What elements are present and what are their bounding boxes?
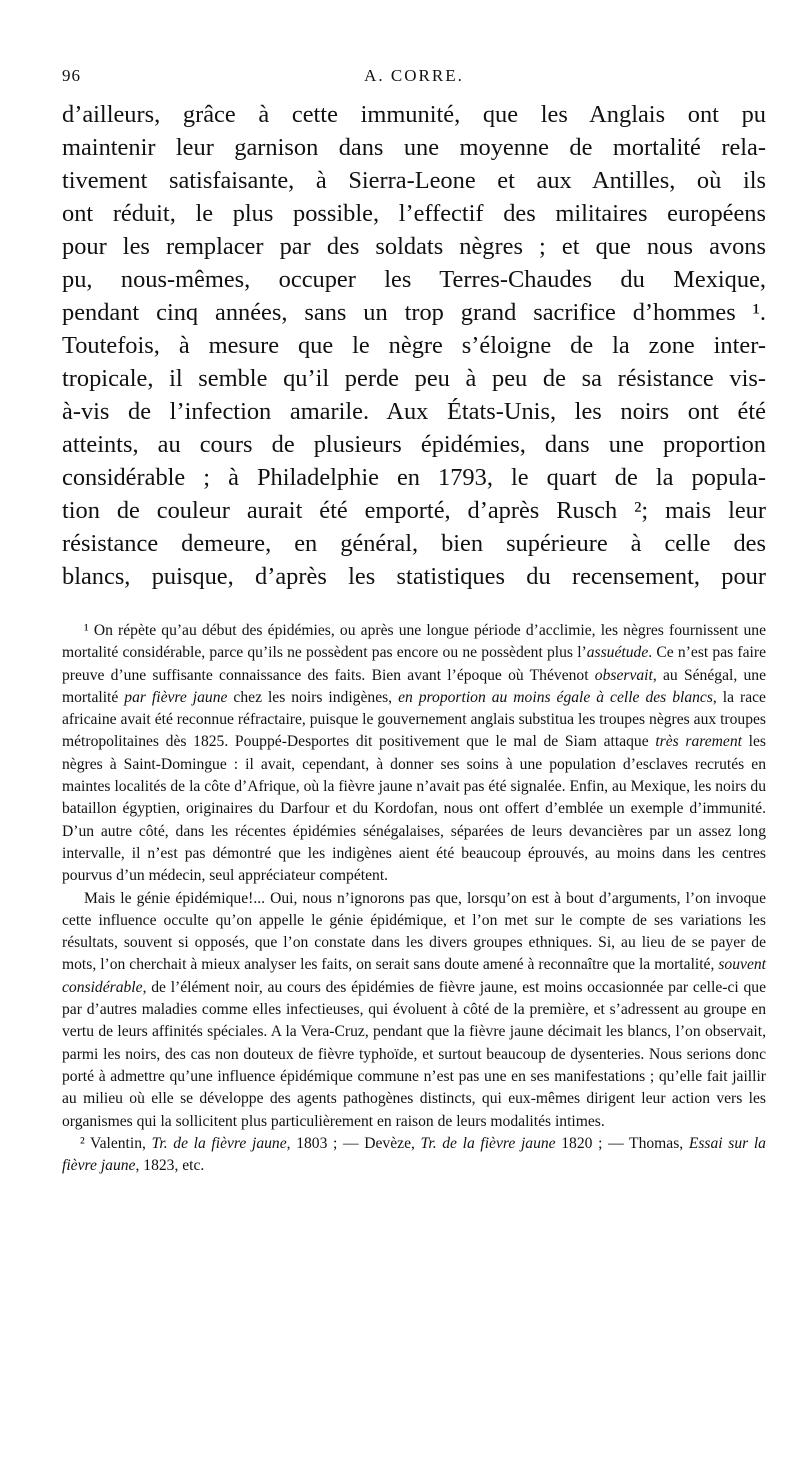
footnote-text: On répète qu’au début des épidémies, ou après une longue période d’acclimie, les nègres fournissent une mortalité considérable, parce qu’ils ne possèdent pas encore ou ne possèdent plus l’ xyxy=(62,622,766,662)
footnote-text: Mais le génie épidémique!... Oui, nous n’ignorons pas que, lorsqu’on est à bout d’arguments, l’on invoque cette influence occulte qu’on appelle le génie épidémique, et l’on met sur le compte de ses variations les résultats, souvent si opposés, que l’on constate dans les divers groupes ethniques. Si, au lieu de se payer de mots, l’on cherchait à mieux analyser les faits, on serait sans doute amené à reconnaître que la mortalité, xyxy=(62,889,766,974)
footnote-text: Valentin, xyxy=(84,1134,152,1152)
body-line: Toutefois, à mesure que le nègre s’éloigne de la zone inter- xyxy=(62,332,766,359)
footnote-marker: ² xyxy=(80,1134,85,1152)
footnote-text: , de l’élément noir, au cours des épidémies de fièvre jaune, est moins occasionnée par celle-ci que par d’autres maladies comme elles infectieuses, qui évoluent à côté de la première, et s’adressent au groupe en vertu de leurs affinités spéciales. A la Vera-Cruz, pendant que la fièvre jaune décimait les blancs, l’on observait, parmi les noirs, des cas non douteux de fièvre typhoïde, et surtout beaucoup de dysenteries. Nous serions donc porté à admettre qu’une influence épidémique commune n’est pas une en ses manifestations ; qu’elle fait jaillir au milieu où elle se développe des agents pathogènes distincts, qui eux-mêmes dirigent leur action vers les organismes qui la sollicitent plus particulièrement en raison de leurs modalités intimes. xyxy=(62,978,766,1130)
footnote-italic: en proportion au moins égale à celle des blancs xyxy=(398,688,713,706)
body-line: pendant cinq années, sans un trop grand sacrifice d’hommes ¹. xyxy=(62,299,766,326)
footnote-italic: par fièvre jaune xyxy=(124,688,228,706)
footnote-text: . Ce n’est pas faire preuve d’une suffisante connaissance des faits. Bien avant l’époque où Thévenot xyxy=(62,644,766,684)
footnotes xyxy=(62,620,766,1177)
footnote-italic: très rarement xyxy=(655,733,742,751)
body-line: blancs, puisque, d’après les statistiques du recensement, pour xyxy=(62,563,766,590)
body-line: pu, nous-mêmes, occuper les Terres-Chaudes du Mexique, xyxy=(62,266,766,293)
page-number: 96 xyxy=(62,66,81,85)
footnote-marker: ¹ xyxy=(84,622,89,639)
body-line: d’ailleurs, grâce à cette immunité, que les Anglais ont pu xyxy=(62,101,766,128)
footnote-italic: Tr. de la fièvre jaune xyxy=(420,1134,556,1152)
body-line: pour les remplacer par des soldats nègres ; et que nous avons xyxy=(62,233,766,260)
footnote-text: , la race africaine avait été reconnue réfractaire, puisque le gouvernement anglais substitua les troupes nègres aux troupes métropolitaines dès 1825. Pouppé-Desportes dit positivement que le mal de Siam attaque xyxy=(62,688,766,751)
body-line: à-vis de l’infection amarile. Aux États-Unis, les noirs ont été xyxy=(62,398,766,425)
body-line: tivement satisfaisante, à Sierra-Leone et aux Antilles, où ils xyxy=(62,167,766,194)
footnote-1 xyxy=(62,620,766,888)
body-line: tropicale, il semble qu’il perde peu à peu de sa résistance vis- xyxy=(62,365,766,392)
running-head: A. CORRE. xyxy=(364,66,464,85)
footnote-italic: Essai sur la fièvre jaune xyxy=(62,1134,766,1175)
footnote-italic: observait xyxy=(594,666,653,684)
main-text xyxy=(62,98,766,593)
footnote-1-continued xyxy=(62,888,766,1133)
footnote-text: les nègres à Saint-Domingue : il avait, cependant, à donner ses soins à une population d’esclaves recrutés en maintes localités de la côte d’Afrique, où la fièvre jaune n’avait pas été signalée. Enfin, au Mexique, les noirs du bataillon égyptien, originaires du Darfour et du Kordofan, nous ont offert d’emblée un exemple d’immunité. D’un autre côté, dans les récentes épidémies sénégalaises, séparées de leurs devancières par un assez long intervalle, il n’est pas démontré que les indigènes aient été beaucoup éprouvés, au moins dans les centres pourvus d’un médecin, seul appréciateur compétent. xyxy=(62,733,766,885)
body-line: résistance demeure, en général, bien supérieure à celle des xyxy=(62,530,766,557)
footnote-2 xyxy=(62,1133,766,1178)
footnote-text: 1820 ; — Thomas, xyxy=(555,1134,689,1152)
book-page xyxy=(62,66,766,1177)
body-line: tion de couleur aurait été emporté, d’après Rusch ²; mais leur xyxy=(62,497,766,524)
body-line: ont réduit, le plus possible, l’effectif des militaires européens xyxy=(62,200,766,227)
footnote-text: , 1803 ; — Devèze, xyxy=(286,1134,421,1152)
footnote-text: , 1823, etc. xyxy=(135,1157,205,1175)
body-line: maintenir leur garnison dans une moyenne de mortalité rela- xyxy=(62,134,766,161)
footnote-text: , au Sénégal, une mortalité xyxy=(62,666,766,706)
body-line: atteints, au cours de plusieurs épidémies, dans une proportion xyxy=(62,431,766,458)
footnote-italic: assuétude xyxy=(586,644,649,662)
footnote-text: chez les noirs indigènes, xyxy=(227,688,399,706)
body-line: considérable ; à Philadelphie en 1793, le quart de la popula- xyxy=(62,464,766,491)
page-header xyxy=(62,66,766,94)
footnote-italic: Tr. de la fièvre jaune xyxy=(151,1134,287,1152)
footnote-italic: souvent considérable xyxy=(62,956,766,996)
